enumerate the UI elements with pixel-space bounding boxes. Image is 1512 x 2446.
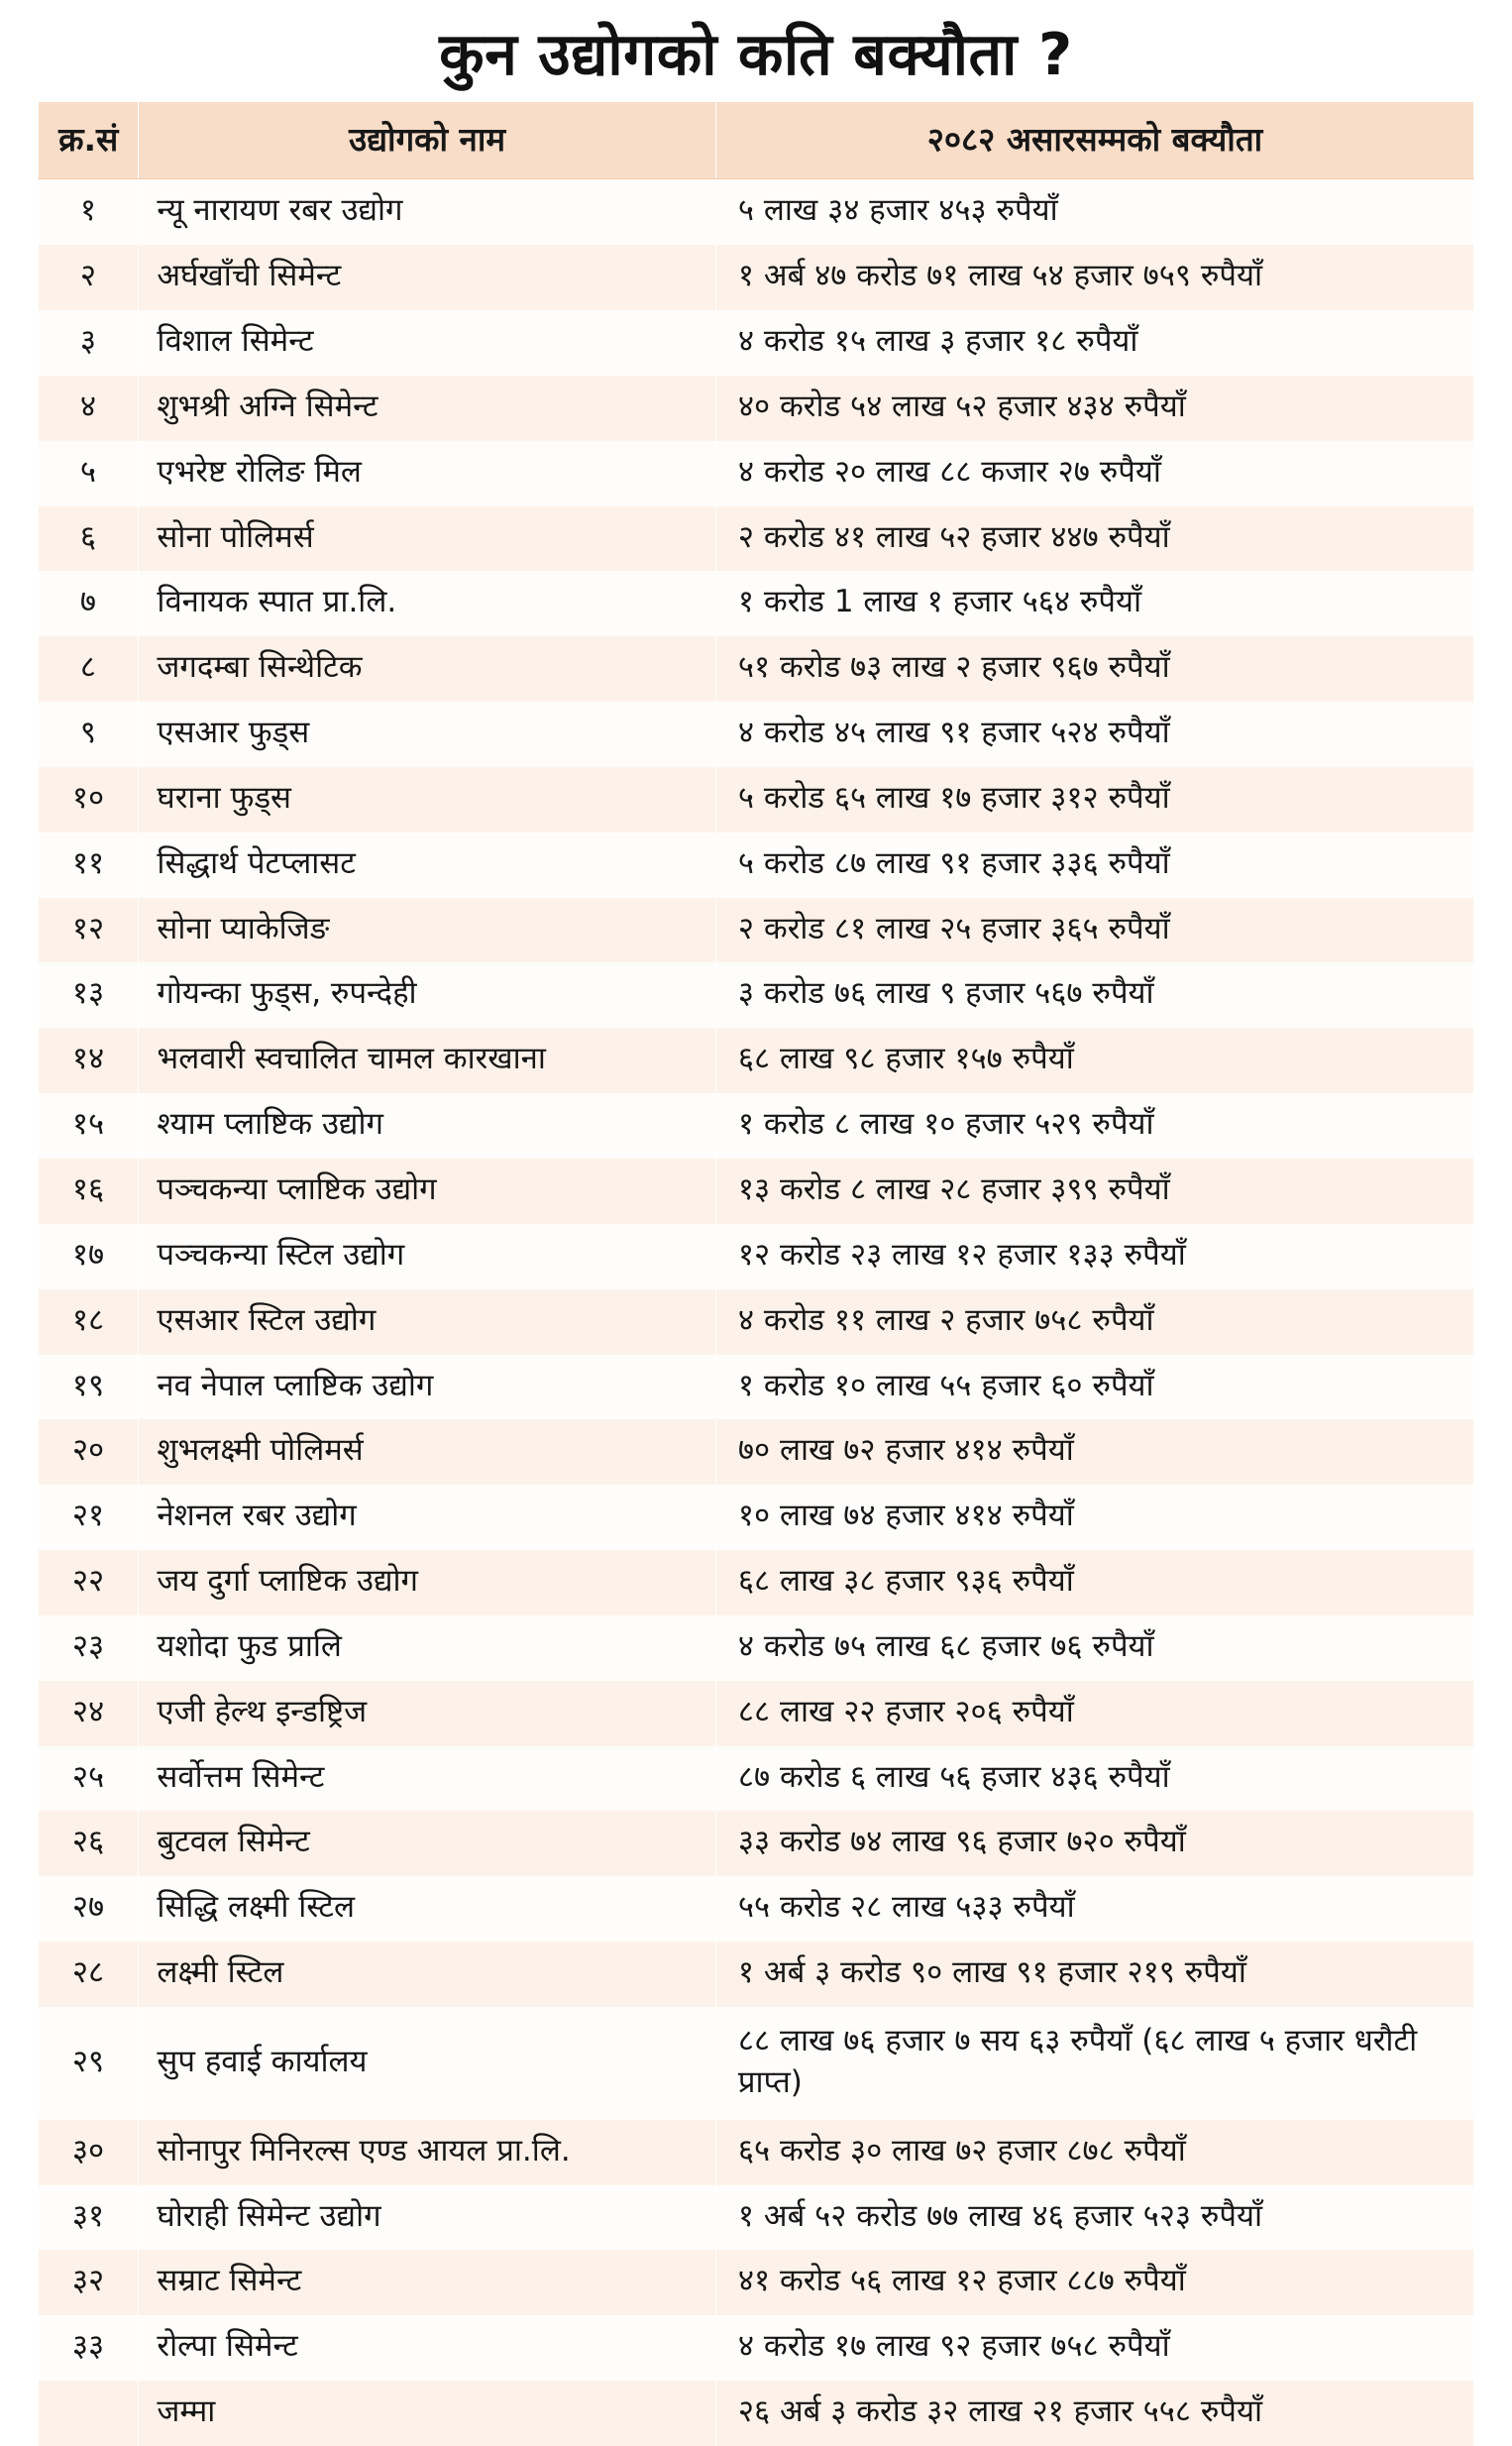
- cell-due-amount: १ करोड १० लाख ५५ हजार ६० रुपैयाँ: [715, 1355, 1473, 1420]
- column-header-industry-name: उद्योगको नाम: [139, 101, 715, 179]
- cell-total-serial: [39, 2381, 139, 2446]
- cell-due-amount: ३३ करोड ७४ लाख ९६ हजार ७२० रुपैयाँ: [715, 1811, 1473, 1876]
- table-row: [39, 2185, 1474, 2251]
- cell-serial-number: ७: [39, 571, 139, 636]
- cell-industry-name: शुभलक्ष्मी पोलिमर्स: [139, 1419, 715, 1485]
- cell-industry-name: शुभश्री अग्नि सिमेन्ट: [139, 376, 715, 441]
- table-row: [39, 179, 1474, 245]
- cell-serial-number: २१: [39, 1485, 139, 1550]
- table-row: [39, 1093, 1474, 1159]
- cell-serial-number: ४: [39, 376, 139, 441]
- cell-due-amount: २ करोड ४१ लाख ५२ हजार ४४७ रुपैयाँ: [715, 506, 1473, 572]
- cell-industry-name: पञ्चकन्या स्टिल उद्योग: [139, 1224, 715, 1289]
- cell-serial-number: ९: [39, 702, 139, 767]
- table-row: [39, 441, 1474, 506]
- cell-due-amount: ५ लाख ३४ हजार ४५३ रुपैयाँ: [715, 179, 1473, 245]
- cell-industry-name: न्यू नारायण रबर उद्योग: [139, 179, 715, 245]
- column-header-serial: क्र.सं: [39, 101, 139, 179]
- cell-industry-name: सर्वोत्तम सिमेन्ट: [139, 1746, 715, 1812]
- cell-due-amount: ४ करोड १५ लाख ३ हजार १८ रुपैयाँ: [715, 310, 1473, 376]
- cell-due-amount: ५ करोड ६५ लाख १७ हजार ३१२ रुपैयाँ: [715, 767, 1473, 833]
- table-row: [39, 636, 1474, 702]
- table-body: [39, 179, 1474, 2446]
- cell-serial-number: १६: [39, 1159, 139, 1224]
- cell-total-label: जम्मा: [139, 2381, 715, 2446]
- table-row: [39, 1224, 1474, 1289]
- cell-serial-number: २२: [39, 1550, 139, 1615]
- cell-serial-number: १९: [39, 1355, 139, 1420]
- table-row: [39, 1419, 1474, 1485]
- cell-industry-name: नव नेपाल प्लाष्टिक उद्योग: [139, 1355, 715, 1420]
- cell-due-amount: ८७ करोड ६ लाख ५६ हजार ४३६ रुपैयाँ: [715, 1746, 1473, 1812]
- cell-industry-name: जगदम्बा सिन्थेटिक: [139, 636, 715, 702]
- cell-due-amount: ५५ करोड २८ लाख ५३३ रुपैयाँ: [715, 1876, 1473, 1942]
- cell-due-amount: ६८ लाख ३८ हजार ९३६ रुपैयाँ: [715, 1550, 1473, 1615]
- table-row: [39, 833, 1474, 898]
- table-row: [39, 1811, 1474, 1876]
- page-title: कुन उद्योगको कति बक्यौता ?: [439, 20, 1073, 88]
- cell-serial-number: ३०: [39, 2120, 139, 2185]
- cell-serial-number: २५: [39, 1746, 139, 1812]
- cell-serial-number: ३: [39, 310, 139, 376]
- cell-due-amount: ५ करोड ८७ लाख ९१ हजार ३३६ रुपैयाँ: [715, 833, 1473, 898]
- table-row: [39, 1485, 1474, 1550]
- cell-due-amount: ३ करोड ७६ लाख ९ हजार ५६७ रुपैयाँ: [715, 962, 1473, 1028]
- cell-industry-name: सोनापुर मिनिरल्स एण्ड आयल प्रा.लि.: [139, 2120, 715, 2185]
- table-header-row: [39, 101, 1474, 179]
- table-row: [39, 962, 1474, 1028]
- cell-serial-number: २०: [39, 1419, 139, 1485]
- cell-industry-name: घराना फुड्स: [139, 767, 715, 833]
- cell-industry-name: सिद्धि लक्ष्मी स्टिल: [139, 1876, 715, 1942]
- cell-industry-name: गोयन्का फुड्स, रुपन्देही: [139, 962, 715, 1028]
- table-row: [39, 2315, 1474, 2381]
- cell-serial-number: १५: [39, 1093, 139, 1159]
- cell-industry-name: एभरेष्ट रोलिङ मिल: [139, 441, 715, 506]
- table-row: [39, 898, 1474, 963]
- table-total-row: [39, 2381, 1474, 2446]
- cell-serial-number: २३: [39, 1615, 139, 1681]
- cell-due-amount: १ अर्ब ५२ करोड ७७ लाख ४६ हजार ५२३ रुपैयाँ: [715, 2185, 1473, 2251]
- cell-serial-number: १४: [39, 1028, 139, 1093]
- cell-due-amount: १२ करोड २३ लाख १२ हजार १३३ रुपैयाँ: [715, 1224, 1473, 1289]
- table-row: [39, 310, 1474, 376]
- cell-serial-number: १: [39, 179, 139, 245]
- cell-industry-name: यशोदा फुड प्रालि: [139, 1615, 715, 1681]
- cell-serial-number: २६: [39, 1811, 139, 1876]
- cell-industry-name: एजी हेल्थ इन्डष्ट्रिज: [139, 1681, 715, 1746]
- table-container: [0, 101, 1512, 2446]
- cell-serial-number: २९: [39, 2007, 139, 2120]
- cell-due-amount: ७० लाख ७२ हजार ४१४ रुपैयाँ: [715, 1419, 1473, 1485]
- table-row: [39, 1550, 1474, 1615]
- table-row: [39, 506, 1474, 572]
- cell-due-amount: ४ करोड ४५ लाख ९१ हजार ५२४ रुपैयाँ: [715, 702, 1473, 767]
- cell-industry-name: भलवारी स्वचालित चामल कारखाना: [139, 1028, 715, 1093]
- cell-due-amount: १ करोड ८ लाख १० हजार ५२९ रुपैयाँ: [715, 1093, 1473, 1159]
- industry-debt-table: [38, 101, 1474, 2446]
- cell-industry-name: घोराही सिमेन्ट उद्योग: [139, 2185, 715, 2251]
- column-header-due-amount: २०८२ असारसम्मको बक्यौता: [715, 101, 1473, 179]
- cell-serial-number: १७: [39, 1224, 139, 1289]
- cell-industry-name: नेशनल रबर उद्योग: [139, 1485, 715, 1550]
- cell-due-amount: १ अर्ब ४७ करोड ७१ लाख ५४ हजार ७५९ रुपैयाँ: [715, 245, 1473, 310]
- cell-industry-name: विनायक स्पात प्रा.लि.: [139, 571, 715, 636]
- table-header: [39, 101, 1474, 179]
- cell-industry-name: श्याम प्लाष्टिक उद्योग: [139, 1093, 715, 1159]
- table-row: [39, 245, 1474, 310]
- cell-due-amount: १३ करोड ८ लाख २८ हजार ३९९ रुपैयाँ: [715, 1159, 1473, 1224]
- table-row: [39, 1746, 1474, 1812]
- table-row: [39, 376, 1474, 441]
- cell-serial-number: ८: [39, 636, 139, 702]
- cell-due-amount: २ करोड ८१ लाख २५ हजार ३६५ रुपैयाँ: [715, 898, 1473, 963]
- cell-due-amount: ६५ करोड ३० लाख ७२ हजार ८७८ रुपैयाँ: [715, 2120, 1473, 2185]
- cell-serial-number: ११: [39, 833, 139, 898]
- cell-serial-number: १८: [39, 1289, 139, 1355]
- cell-industry-name: सम्राट सिमेन्ट: [139, 2250, 715, 2315]
- table-row: [39, 767, 1474, 833]
- table-row: [39, 1159, 1474, 1224]
- cell-serial-number: १०: [39, 767, 139, 833]
- table-row: [39, 571, 1474, 636]
- cell-due-amount: ४ करोड ७५ लाख ६८ हजार ७६ रुपैयाँ: [715, 1615, 1473, 1681]
- cell-serial-number: ६: [39, 506, 139, 572]
- cell-industry-name: सुप हवाई कार्यालय: [139, 2007, 715, 2120]
- cell-serial-number: ३१: [39, 2185, 139, 2251]
- cell-industry-name: पञ्चकन्या प्लाष्टिक उद्योग: [139, 1159, 715, 1224]
- table-row: [39, 1355, 1474, 1420]
- cell-due-amount: ८८ लाख २२ हजार २०६ रुपैयाँ: [715, 1681, 1473, 1746]
- cell-serial-number: ३२: [39, 2250, 139, 2315]
- cell-serial-number: १३: [39, 962, 139, 1028]
- table-row: [39, 1876, 1474, 1942]
- cell-due-amount: ४ करोड १७ लाख ९२ हजार ७५८ रुपैयाँ: [715, 2315, 1473, 2381]
- cell-due-amount: ४१ करोड ५६ लाख १२ हजार ८८७ रुपैयाँ: [715, 2250, 1473, 2315]
- table-row: [39, 2007, 1474, 2120]
- cell-due-amount: १० लाख ७४ हजार ४१४ रुपैयाँ: [715, 1485, 1473, 1550]
- cell-industry-name: लक्ष्मी स्टिल: [139, 1942, 715, 2007]
- cell-industry-name: जय दुर्गा प्लाष्टिक उद्योग: [139, 1550, 715, 1615]
- cell-industry-name: विशाल सिमेन्ट: [139, 310, 715, 376]
- cell-serial-number: २: [39, 245, 139, 310]
- table-row: [39, 1615, 1474, 1681]
- cell-serial-number: ५: [39, 441, 139, 506]
- table-row: [39, 2120, 1474, 2185]
- cell-industry-name: रोल्पा सिमेन्ट: [139, 2315, 715, 2381]
- cell-industry-name: बुटवल सिमेन्ट: [139, 1811, 715, 1876]
- cell-serial-number: १२: [39, 898, 139, 963]
- cell-serial-number: ३३: [39, 2315, 139, 2381]
- cell-serial-number: २८: [39, 1942, 139, 2007]
- table-row: [39, 2250, 1474, 2315]
- cell-total-amount: २६ अर्ब ३ करोड ३२ लाख २१ हजार ५५८ रुपैयाँ: [715, 2381, 1473, 2446]
- cell-due-amount: ४० करोड ५४ लाख ५२ हजार ४३४ रुपैयाँ: [715, 376, 1473, 441]
- cell-industry-name: एसआर फुड्स: [139, 702, 715, 767]
- cell-industry-name: एसआर स्टिल उद्योग: [139, 1289, 715, 1355]
- cell-due-amount: ४ करोड ११ लाख २ हजार ७५८ रुपैयाँ: [715, 1289, 1473, 1355]
- cell-due-amount: ५१ करोड ७३ लाख २ हजार ९६७ रुपैयाँ: [715, 636, 1473, 702]
- cell-serial-number: २४: [39, 1681, 139, 1746]
- cell-industry-name: सोना पोलिमर्स: [139, 506, 715, 572]
- cell-serial-number: २७: [39, 1876, 139, 1942]
- cell-industry-name: अर्घखाँची सिमेन्ट: [139, 245, 715, 310]
- table-row: [39, 1942, 1474, 2007]
- cell-industry-name: सोना प्याकेजिङ: [139, 898, 715, 963]
- table-row: [39, 1681, 1474, 1746]
- cell-due-amount: १ करोड 1 लाख १ हजार ५६४ रुपैयाँ: [715, 571, 1473, 636]
- cell-due-amount: १ अर्ब ३ करोड ९० लाख ९१ हजार २१९ रुपैयाँ: [715, 1942, 1473, 2007]
- table-row: [39, 1028, 1474, 1093]
- cell-due-amount: ४ करोड २० लाख ८८ कजार २७ रुपैयाँ: [715, 441, 1473, 506]
- table-row: [39, 702, 1474, 767]
- cell-due-amount: ६८ लाख ९८ हजार १५७ रुपैयाँ: [715, 1028, 1473, 1093]
- cell-due-amount: ८८ लाख ७६ हजार ७ सय ६३ रुपैयाँ (६८ लाख ५ हजार धरौटी प्राप्त): [715, 2007, 1473, 2120]
- cell-industry-name: सिद्धार्थ पेटप्लासट: [139, 833, 715, 898]
- table-row: [39, 1289, 1474, 1355]
